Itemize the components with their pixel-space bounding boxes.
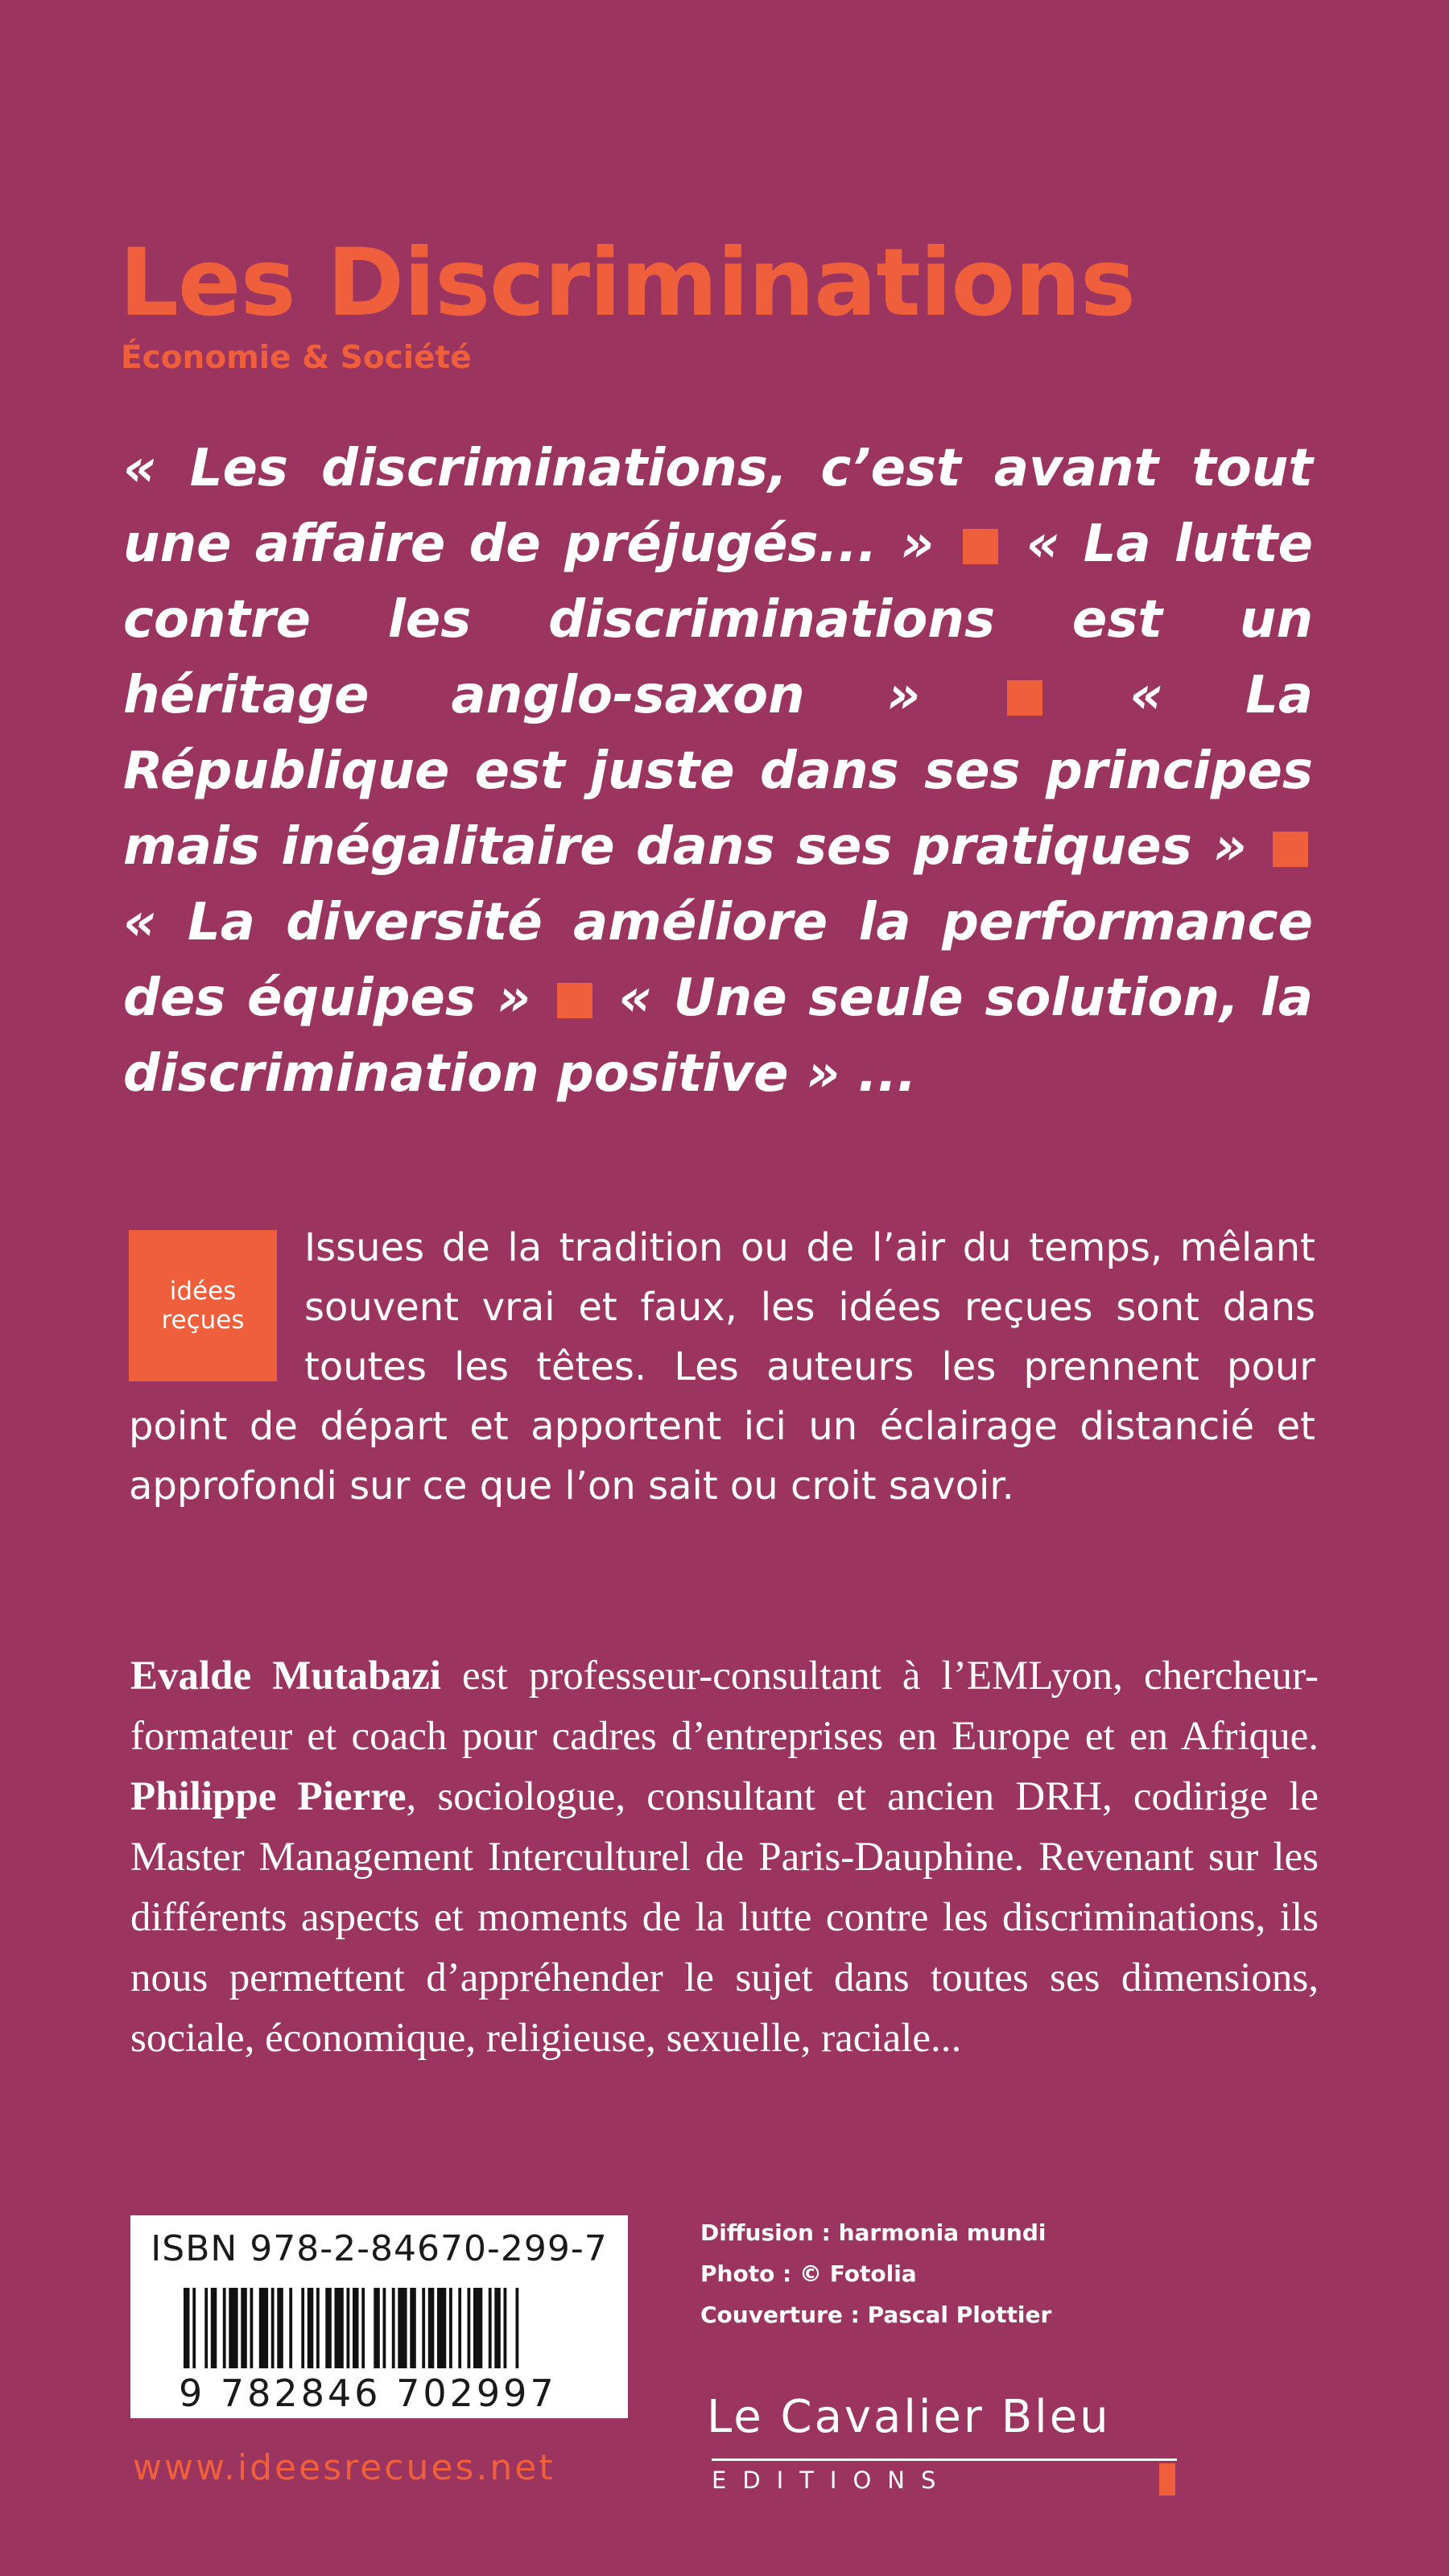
barcode-bar (347, 2288, 350, 2368)
quote-3: « La République est juste dans ses principes mais inégalitaire dans ses pratiques » (123, 666, 1314, 877)
barcode-bar (259, 2288, 268, 2368)
author-name-2: Philippe Pierre (130, 1774, 407, 1819)
barcode-bar (374, 2288, 380, 2368)
barcode-bar (204, 2288, 208, 2368)
square-bullet-icon (1273, 832, 1308, 867)
barcode-bar (504, 2288, 507, 2368)
barcode-bar (428, 2288, 435, 2368)
barcode-bar (229, 2288, 237, 2368)
barcode-bar (361, 2288, 365, 2368)
barcode-bar (494, 2288, 501, 2368)
barcode-bar (316, 2288, 320, 2368)
barcode-bar (308, 2288, 314, 2368)
quotes-block (123, 431, 1313, 1112)
quote-2: « La lutte contre les discriminations est un héritage anglo-saxon » (123, 514, 1314, 725)
credit-photo: Photo : © Fotolia (700, 2260, 917, 2287)
quote-1: « Les discriminations, c’est avant tout une affaire de préjugés... » (123, 439, 1313, 574)
website-link[interactable]: www.ideesrecues.net (133, 2447, 555, 2488)
barcode-bar (325, 2288, 332, 2368)
barcode-bar (383, 2288, 386, 2368)
credits-block (700, 2212, 1051, 2335)
barcode-bar (335, 2288, 344, 2368)
quote-5: « Une seule solution, la discrimination positive » ... (123, 968, 1314, 1104)
barcode-bar (392, 2288, 395, 2368)
barcode-bar (410, 2288, 416, 2368)
barcode-bar (184, 2288, 190, 2368)
credit-diffusion: Diffusion : harmonia mundi (700, 2219, 1046, 2246)
publisher-mark-icon (1159, 2463, 1175, 2496)
barcode-bar (211, 2288, 217, 2368)
author-name-1: Evalde Mutabazi (130, 1653, 441, 1699)
authors-bio (130, 1646, 1319, 2069)
barcode-bar (271, 2288, 275, 2368)
barcode-bar (516, 2288, 519, 2368)
badge-line-2: reçues (161, 1306, 245, 1335)
barcode-icon (179, 2288, 581, 2376)
barcode-bar (241, 2288, 247, 2368)
barcode-bar (473, 2288, 482, 2368)
series-intro-text: Issues de la tradition ou de l’air du temps, mêlant souvent vrai et faux, les idées reçues sont dans toutes les têtes. Les auteurs les prennent pour point de départ et apportent ici un éclairage distancié et approfondi sur ce que l’on sait ou croit savoir. (129, 1225, 1315, 1509)
credit-cover: Couverture : Pascal Plottier (700, 2301, 1052, 2328)
barcode-bar (468, 2288, 471, 2368)
barcode-bar (250, 2288, 254, 2368)
barcode-bar (489, 2288, 492, 2368)
badge-line-1: idées (169, 1277, 237, 1306)
barcode-digits: 9 782846 702997 (179, 2372, 557, 2415)
barcode-bar (353, 2288, 359, 2368)
barcode-bar (223, 2288, 226, 2368)
square-bullet-icon (963, 529, 998, 564)
barcode-bar (301, 2288, 304, 2368)
barcode-bar (422, 2288, 425, 2368)
quote-4: « La diversité améliore la performance des équipes » (123, 893, 1313, 1028)
barcode-bar (398, 2288, 407, 2368)
book-subtitle: Économie & Société (121, 340, 472, 376)
barcode-bar (192, 2288, 196, 2368)
series-intro (129, 1218, 1315, 1516)
barcode-bar (437, 2288, 446, 2368)
square-bullet-icon (557, 983, 592, 1018)
publisher-divider (712, 2458, 1177, 2461)
barcode-bar (449, 2288, 452, 2368)
isbn-barcode-box (130, 2215, 628, 2418)
author-bio-2: , sociologue, consultant et ancien DRH, codirige le Master Management Interculturel de Paris-Dauphine. Revenant sur les différents aspects et moments de la lutte contre les discriminations, ils nous permettent d’appréhender le sujet dans toutes ses dimensions, sociale, économique, religieuse, sexuelle, raciale... (130, 1774, 1319, 2061)
square-bullet-icon (1007, 680, 1042, 716)
barcode-bar (289, 2288, 292, 2368)
book-title: Les Discriminations (119, 229, 1135, 337)
barcode-bar (458, 2288, 461, 2368)
author-bio-1: est professeur-consultant à l’EMLyon, chercheur-formateur et coach pour cadres d’entreprises en Europe et en Afrique. (130, 1653, 1319, 1759)
isbn-label: ISBN 978-2-84670-299-7 (151, 2228, 608, 2269)
publisher-editions: EDITIONS (712, 2467, 952, 2494)
barcode-bar (277, 2288, 283, 2368)
publisher-logo-name: Le Cavalier Bleu (707, 2391, 1111, 2443)
